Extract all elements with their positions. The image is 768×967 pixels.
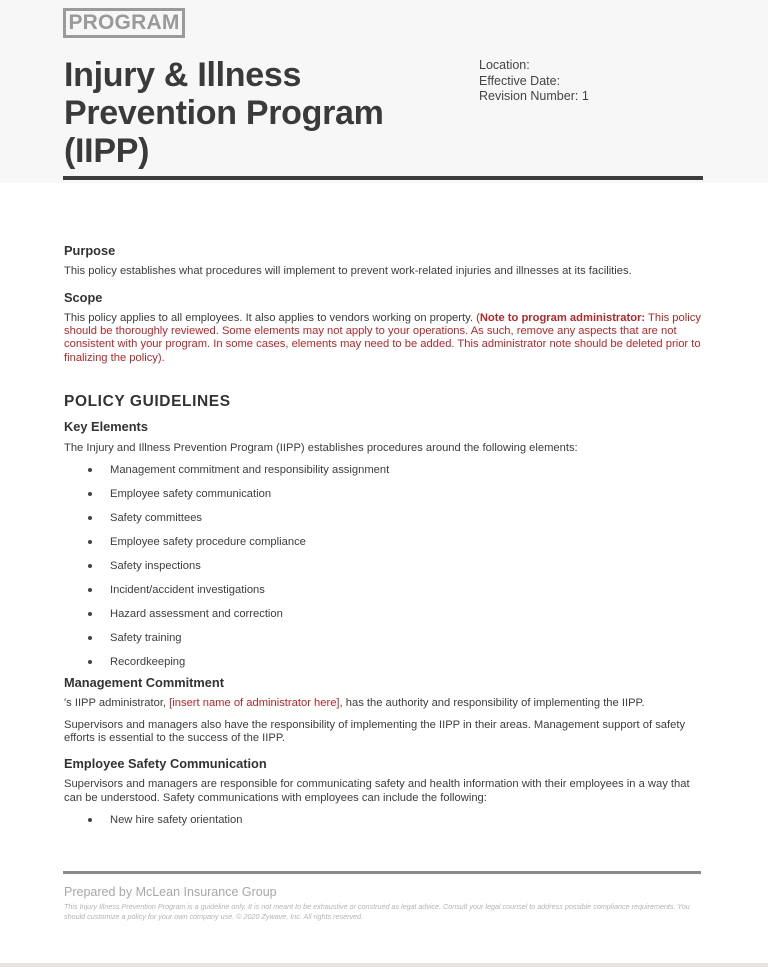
document-body xyxy=(64,244,704,838)
list-item: New hire safety orientation xyxy=(64,814,704,838)
scope-text xyxy=(64,312,704,365)
bullet-icon xyxy=(88,636,92,640)
purpose-heading: Purpose xyxy=(64,243,116,258)
bullet-icon xyxy=(88,516,92,520)
program-tag: PROGRAM xyxy=(63,8,185,38)
list-item: Hazard assessment and correction xyxy=(64,608,704,632)
bullet-icon xyxy=(88,818,92,822)
bullet-icon xyxy=(88,564,92,568)
list-item: Safety training xyxy=(64,632,704,656)
document-meta xyxy=(479,58,589,105)
management-commitment-heading: Management Commitment xyxy=(64,674,224,690)
list-item: Employee safety procedure compliance xyxy=(64,536,704,560)
list-item: Recordkeeping xyxy=(64,656,704,676)
list-item: Incident/accident investigations xyxy=(64,584,704,608)
management-support-text: Supervisors and managers also have the responsibility of implementing the IIPP in their areas. Management support of safety efforts is essential to the success of the IIPP. xyxy=(64,718,686,744)
prepared-by: Prepared by McLean Insurance Group xyxy=(64,885,277,899)
bullet-icon xyxy=(88,492,92,496)
scope-body: This policy applies to all employees. It also applies to vendors working on property. xyxy=(64,311,477,324)
list-item: Safety inspections xyxy=(64,560,704,584)
key-elements-intro: The Injury and Illness Prevention Program (IIPP) establishes procedures around the following elements: xyxy=(64,441,578,454)
page-bottom-edge xyxy=(0,963,768,967)
list-item: Employee safety communication xyxy=(64,488,704,512)
effective-date-field: Effective Date: xyxy=(479,73,561,88)
policy-guidelines-heading: POLICY GUIDELINES xyxy=(64,393,231,411)
management-commitment-text: 's IIPP administrator, [insert name of administrator here], has the authority and responsibility of implementing the IIPP. xyxy=(64,697,645,710)
admin-note: (Note to program administrator: This policy should be thoroughly reviewed. Some elements may not apply to your operations. As such, remove any aspects that are not consistent with your program. In some cases, elements may need to be added. This administrator note should be deleted prior to finalizing the policy). xyxy=(64,311,701,364)
bullet-icon xyxy=(88,588,92,592)
revision-number-field: Revision Number: 1 xyxy=(479,89,589,103)
administrator-placeholder: [insert name of administrator here] xyxy=(169,697,340,710)
title-line: (IIPP) xyxy=(64,132,150,170)
header-divider xyxy=(63,176,703,180)
bullet-icon xyxy=(88,540,92,544)
admin-note-text: This policy should be thoroughly reviewed. Some elements may not apply to your operations. As such, remove any aspects that are not consistent with your program. In some cases, elements may need to be added. This administrator note should be deleted prior to finalizing the policy). xyxy=(64,311,701,364)
footer-divider xyxy=(63,871,701,874)
employee-safety-communication-heading: Employee Safety Communication xyxy=(64,756,267,772)
bullet-icon xyxy=(88,660,92,664)
scope-heading: Scope xyxy=(64,289,103,305)
disclaimer: This Injury Illness Prevention Program is a guideline only. It is not meant to be exhaustive or construed as legal advice. Consult your legal counsel to address possible compliance requirements. You should customize a policy for your own company use. © 2020 Zywave, Inc. All rights reserved. xyxy=(64,902,690,921)
admin-note-label: Note to program administrator: xyxy=(479,311,646,324)
title-line: Prevention Program xyxy=(64,94,384,132)
list-item: Management commitment and responsibility assignment xyxy=(64,464,704,488)
document-title xyxy=(64,56,444,170)
bullet-icon xyxy=(88,468,92,472)
employee-safety-communication-text: Supervisors and managers are responsible for communicating safety and health information with their employees in a way that can be understood. Safety communications with employees can include the following: xyxy=(64,778,690,804)
key-elements-heading: Key Elements xyxy=(64,419,148,435)
communication-list xyxy=(64,814,704,838)
purpose-text: This policy establishes what procedures will implement to prevent work-related injuries and illnesses at its facilities. xyxy=(64,265,632,278)
bullet-icon xyxy=(88,612,92,616)
key-elements-list xyxy=(64,464,704,676)
title-line: Injury & Illness xyxy=(64,56,302,94)
list-item: Safety committees xyxy=(64,512,704,536)
location-field: Location: xyxy=(479,58,530,72)
